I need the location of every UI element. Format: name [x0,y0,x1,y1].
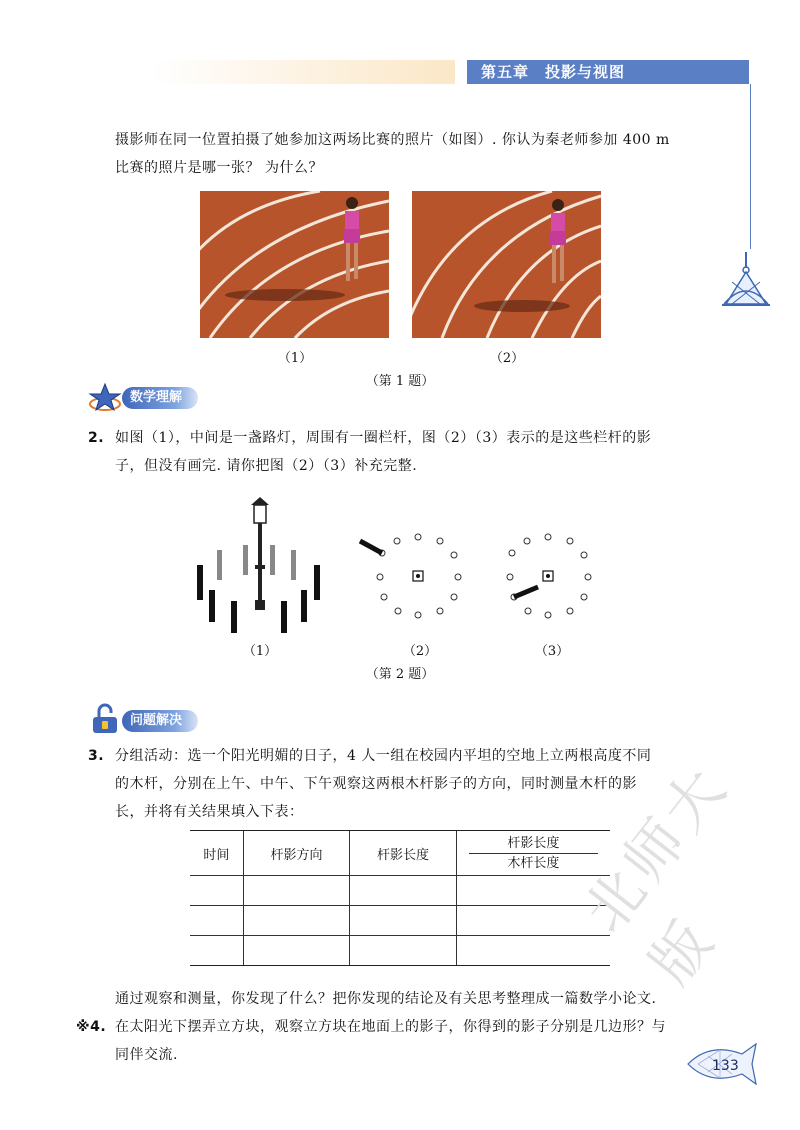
q3-line-2: 的木杆，分别在上午、中午、下午观察这两根木杆影子的方向，同时测量木杆的影 [115,776,637,792]
figure-label-1: （1） [242,644,278,659]
q4-number: ※4. [76,1019,107,1035]
q2-line-2: 子，但没有画完. 请你把图（2）（3）补充完整. [115,458,418,474]
q1-line-1: 摄影师在同一位置拍摄了她参加这两场比赛的照片（如图）. 你认为秦老师参加 400 m [115,132,670,148]
ratio-numerator: 杆影长度 [469,834,598,854]
padlock-icon [90,703,120,735]
page-number: 133 [712,1058,739,1074]
table-row [190,876,610,906]
figure-label-3: （3） [534,644,570,659]
q3-line-1: 分组活动：选一个阳光明媚的日子，4 人一组在校园内平坦的空地上立两根高度不同 [115,748,652,764]
table-cell[interactable] [350,936,457,966]
table-header-time: 时间 [190,831,243,876]
q2-line-1: 如图（1），中间是一盏路灯，周围有一圈栏杆，图（2）（3）表示的是这些栏杆的影 [115,430,652,446]
table-header-row [190,831,610,876]
table-cell[interactable] [190,906,243,936]
table-cell[interactable] [243,936,350,966]
shadow-figure-3 [480,525,600,625]
table-cell[interactable] [190,876,243,906]
watermark: 北师大版 [570,751,743,997]
table-cell[interactable] [190,936,243,966]
track-photo-1 [200,191,389,338]
q2-caption: （第 2 题） [365,667,435,682]
q3-after-text: 通过观察和测量，你发现了什么？把你发现的结论及有关思考整理成一篇数学小论文. [115,991,657,1007]
table-header-length: 杆影长度 [350,831,457,876]
header-gradient-bar [150,60,455,84]
ratio-denominator: 木杆长度 [507,855,560,871]
photo-label-2: （2） [489,351,525,366]
q3-number: 3. [88,748,105,764]
shadow-figure-2 [350,525,470,625]
section-badge-understand: 数学理解 [122,387,198,409]
header-vertical-rule [750,84,751,249]
q1-line-2: 比赛的照片是哪一张？ 为什么？ [115,160,323,176]
track-photo-2 [412,191,601,338]
table-cell[interactable] [350,906,457,936]
chapter-title: 第五章 投影与视图 [467,60,749,84]
table-header-direction: 杆影方向 [243,831,350,876]
q3-line-3: 长，并将有关结果填入下表： [115,804,304,820]
star-icon [88,382,122,414]
table-cell[interactable] [243,906,350,936]
figure-label-2: （2） [402,644,438,659]
q1-caption: （第 1 题） [365,374,435,389]
table-cell[interactable] [456,936,610,966]
record-table [190,830,610,966]
q4-line-2: 同伴交流. [115,1047,178,1063]
lamp-and-posts-figure [185,495,335,635]
photo-label-1: （1） [277,351,313,366]
table-cell[interactable] [243,876,350,906]
q2-number: 2. [88,430,105,446]
table-cell[interactable] [350,876,457,906]
section-badge-solve: 问题解决 [122,710,198,732]
tower-icon [722,252,770,308]
table-row [190,906,610,936]
table-row [190,936,610,966]
q4-line-1: 在太阳光下摆弄立方块，观察立方块在地面上的影子，你得到的影子分别是几边形？与 [115,1019,666,1035]
